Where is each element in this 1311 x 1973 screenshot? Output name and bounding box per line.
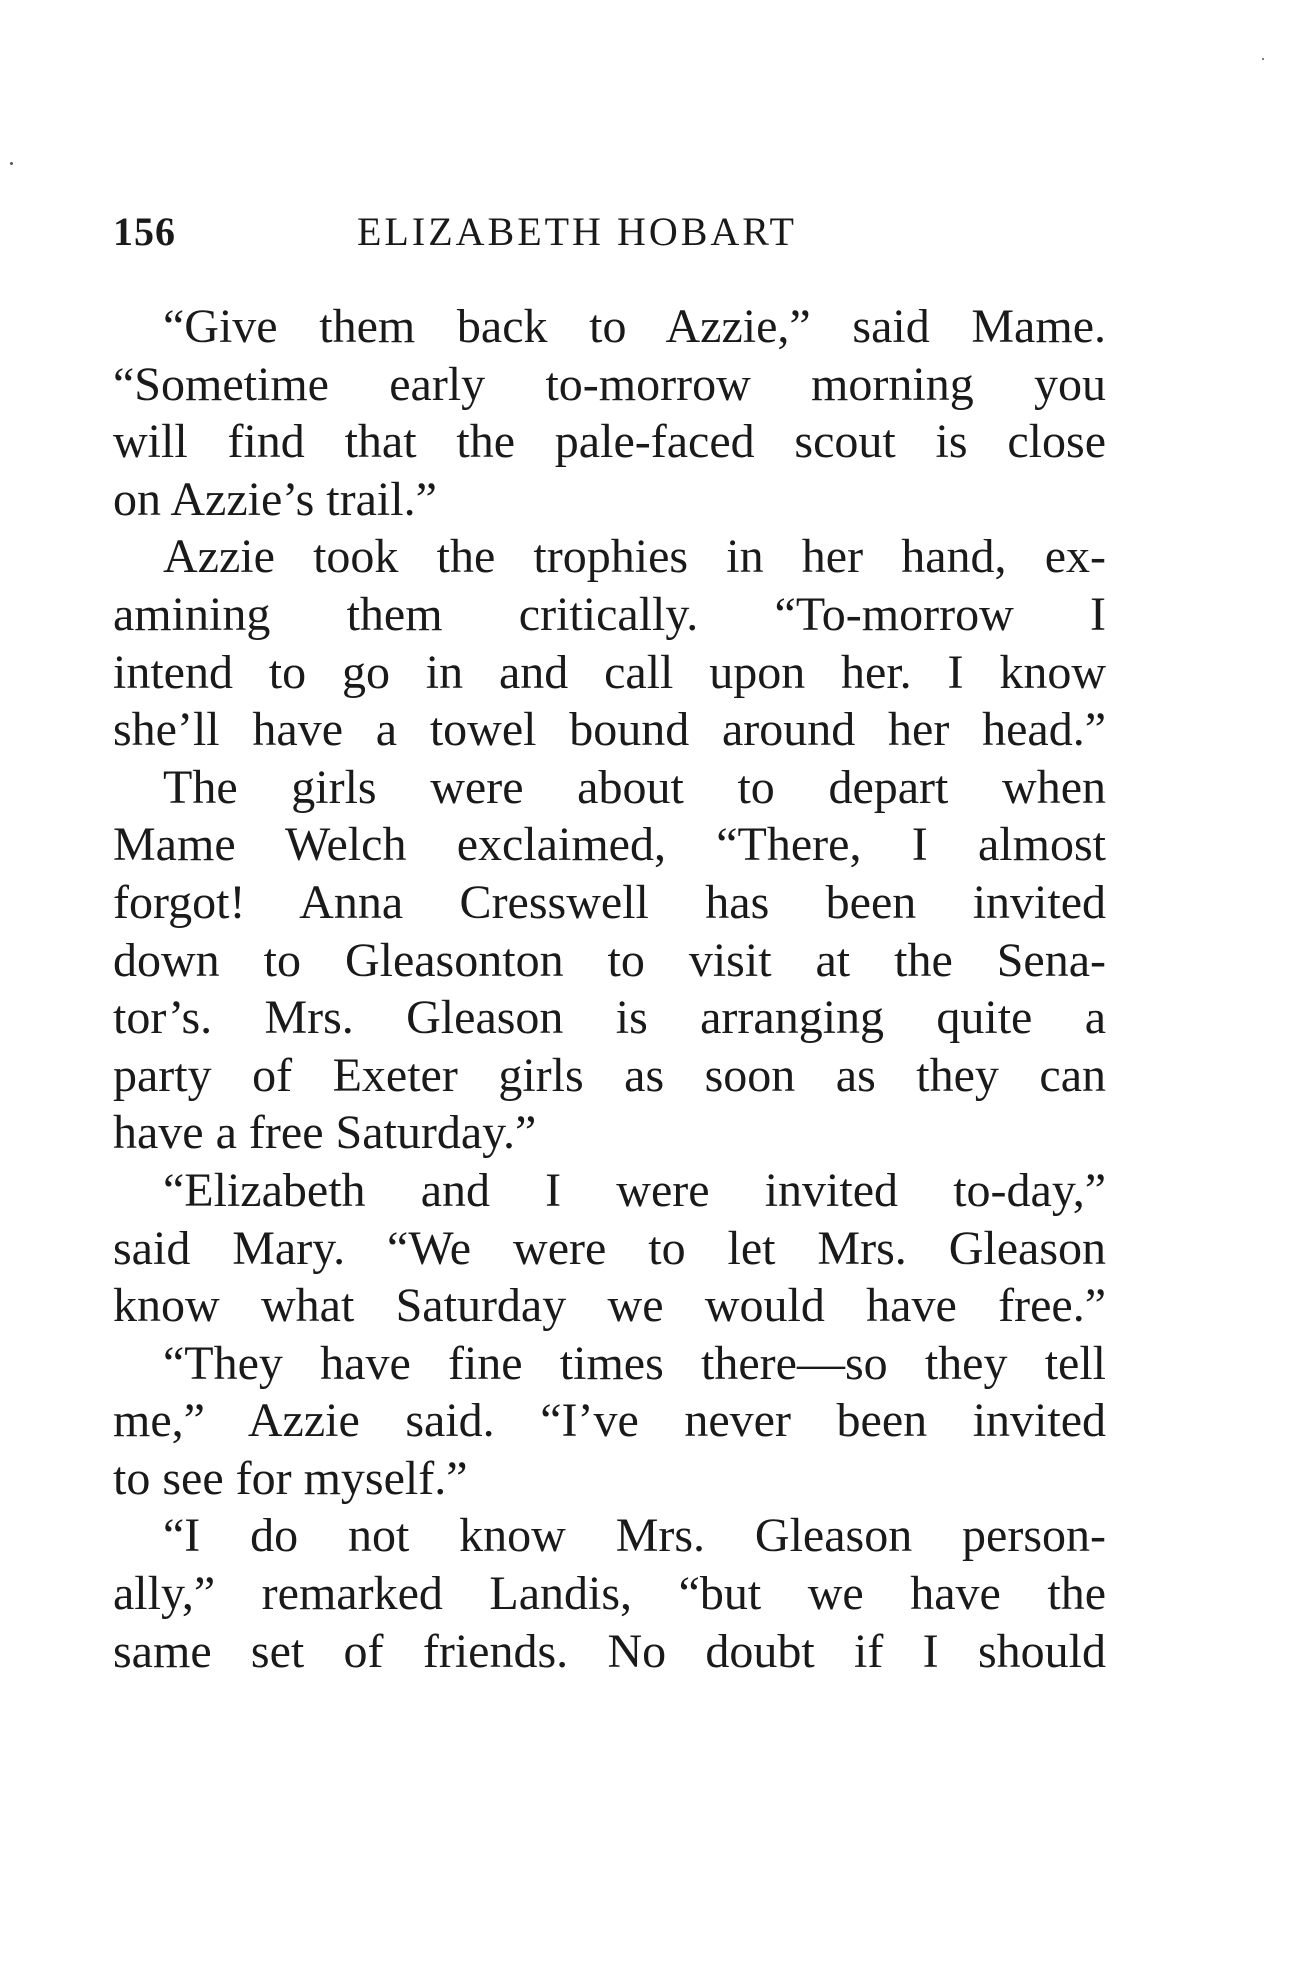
text-line: to see for myself.” <box>113 1451 468 1505</box>
text-line: down to Gleasonton to visit at the Sena- <box>113 933 1106 987</box>
body-text <box>113 298 1106 1680</box>
ink-speck <box>10 162 13 165</box>
text-line: “Give them back to Azzie,” said Mame. <box>163 300 1106 353</box>
text-line: said Mary. “We were to let Mrs. Gleason <box>113 1221 1106 1275</box>
text-line: same set of friends. No doubt if I should <box>113 1624 1106 1678</box>
text-line: amining them critically. “To-morrow I <box>113 587 1106 641</box>
running-title: ELIZABETH HOBART <box>357 209 797 254</box>
text-line: ally,” remarked Landis, “but we have the <box>113 1567 1106 1621</box>
text-line: have a free Saturday.” <box>113 1106 537 1160</box>
running-head <box>113 208 863 268</box>
text-line: on Azzie’s trail.” <box>113 472 437 526</box>
text-line: “They have fine times there—so they tell <box>163 1336 1106 1390</box>
text-line: tor’s. Mrs. Gleason is arranging quite a <box>113 991 1106 1045</box>
text-line: “Sometime early to-morrow morning you <box>113 357 1106 411</box>
text-line: intend to go in and call upon her. I know <box>113 645 1106 699</box>
ink-speck <box>1262 58 1264 60</box>
text-line: party of Exeter girls as soon as they can <box>113 1048 1106 1102</box>
text-line: know what Saturday we would have free.” <box>113 1279 1106 1333</box>
text-line: Azzie took the trophies in her hand, ex- <box>163 530 1106 584</box>
text-line: she’ll have a towel bound around her head.” <box>113 703 1106 757</box>
text-line: “I do not know Mrs. Gleason person- <box>163 1509 1106 1563</box>
text-line: will find that the pale-faced scout is close <box>113 415 1106 469</box>
text-line: me,” Azzie said. “I’ve never been invited <box>113 1394 1106 1448</box>
text-line: forgot! Anna Cresswell has been invited <box>113 875 1106 929</box>
text-line: The girls were about to depart when <box>163 760 1106 814</box>
text-line: Mame Welch exclaimed, “There, I almost <box>113 818 1106 872</box>
page-number: 156 <box>113 209 176 254</box>
text-line: “Elizabeth and I were invited to-day,” <box>163 1163 1106 1217</box>
